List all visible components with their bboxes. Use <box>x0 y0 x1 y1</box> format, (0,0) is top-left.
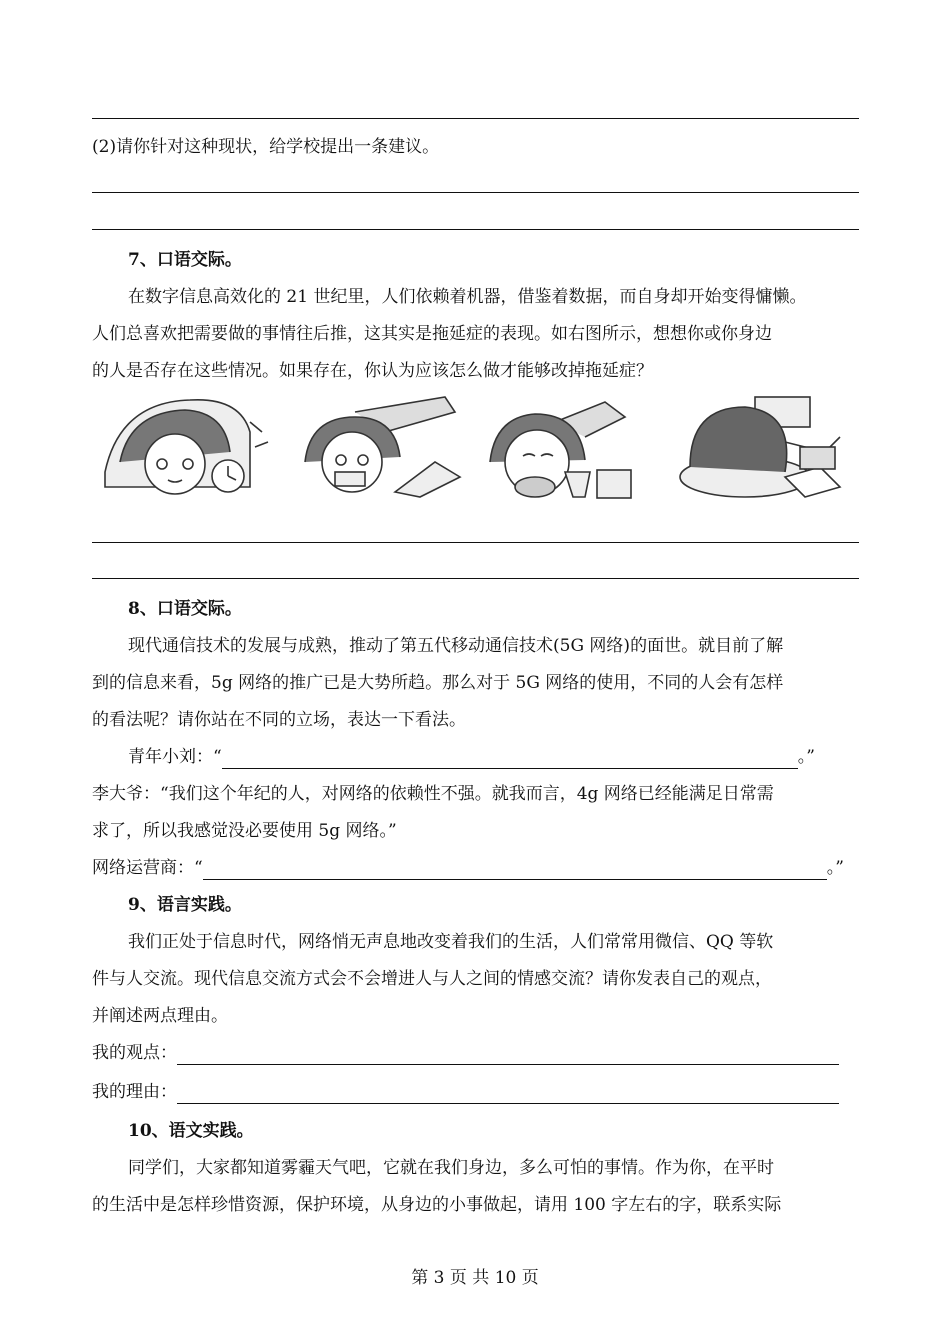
viewpoint-answer-blank[interactable] <box>177 1048 839 1065</box>
answer-line <box>92 118 859 119</box>
operator-opinion-row <box>92 856 844 880</box>
q6-part2-prompt: (2)请你针对这种现状，给学校提出一条建议。 <box>92 137 440 157</box>
elder-opinion-line2: 求了，所以我感觉没必要使用 5g 网络。” <box>92 821 397 841</box>
answer-line <box>92 229 859 230</box>
reason-row <box>92 1080 839 1104</box>
q8-paragraph-line3: 的看法呢？请你站在不同的立场，表达一下看法。 <box>92 710 466 730</box>
youth-opinion-row <box>128 745 815 769</box>
q7-paragraph-line2: 人们总喜欢把需要做的事情往后推，这其实是拖延症的表现。如右图所示，想想你或你身边 <box>92 324 772 344</box>
child-using-laptop-illustration <box>305 397 460 497</box>
operator-answer-blank[interactable] <box>203 863 827 880</box>
youth-close: 。” <box>797 747 815 767</box>
viewpoint-row <box>92 1041 839 1065</box>
reason-answer-blank[interactable] <box>177 1087 839 1104</box>
q8-heading: 8、口语交际。 <box>128 599 242 619</box>
child-eating-burger-illustration <box>490 402 631 498</box>
q8-paragraph-line1: 现代通信技术的发展与成熟，推动了第五代移动通信技术(5G 网络)的面世。就目前了解 <box>128 636 784 656</box>
q9-heading: 9、语言实践。 <box>128 895 242 915</box>
operator-close: 。” <box>826 858 844 878</box>
q7-heading: 7、口语交际。 <box>128 250 242 270</box>
q7-paragraph-line3: 的人是否存在这些情况。如果存在，你认为应该怎么做才能够改掉拖延症？ <box>92 361 653 381</box>
q9-paragraph-line1: 我们正处于信息时代，网络悄无声息地改变着我们的生活，人们常常用微信、QQ 等软 <box>128 932 774 952</box>
child-with-alarm-clock-illustration <box>105 400 268 494</box>
answer-line <box>92 192 859 193</box>
q10-paragraph-line1: 同学们，大家都知道雾霾天气吧，它就在我们身边，多么可怕的事情。作为你，在平时 <box>128 1158 774 1178</box>
viewpoint-label: 我的观点： <box>92 1043 177 1063</box>
reason-label: 我的理由： <box>92 1082 177 1102</box>
q10-paragraph-line2: 的生活中是怎样珍惜资源，保护环境，从身边的小事做起，请用 100 字左右的字，联系实际 <box>92 1195 782 1215</box>
procrastination-illustrations <box>100 392 845 504</box>
youth-label: 青年小刘：“ <box>128 747 222 767</box>
youth-answer-blank[interactable] <box>222 752 798 769</box>
answer-line <box>92 578 859 579</box>
q9-paragraph-line3: 并阐述两点理由。 <box>92 1006 228 1026</box>
answer-line <box>92 542 859 543</box>
page-number-footer: 第 3 页 共 10 页 <box>411 1268 539 1288</box>
elder-opinion-line1: 李大爷：“我们这个年纪的人，对网络的依赖性不强。就我而言，4g 网络已经能满足日常需 <box>92 784 774 804</box>
q10-heading: 10、语文实践。 <box>128 1121 254 1141</box>
q7-paragraph-line1: 在数字信息高效化的 21 世纪里，人们依赖着机器，借鉴着数据，而自身却开始变得慵懒。 <box>128 287 807 307</box>
child-sleeping-with-books-illustration <box>680 397 840 497</box>
q9-paragraph-line2: 件与人交流。现代信息交流方式会不会增进人与人之间的情感交流？请你发表自己的观点， <box>92 969 772 989</box>
operator-label: 网络运营商：“ <box>92 858 203 878</box>
q8-paragraph-line2: 到的信息来看，5g 网络的推广已是大势所趋。那么对于 5G 网络的使用，不同的人会有怎样 <box>92 673 784 693</box>
